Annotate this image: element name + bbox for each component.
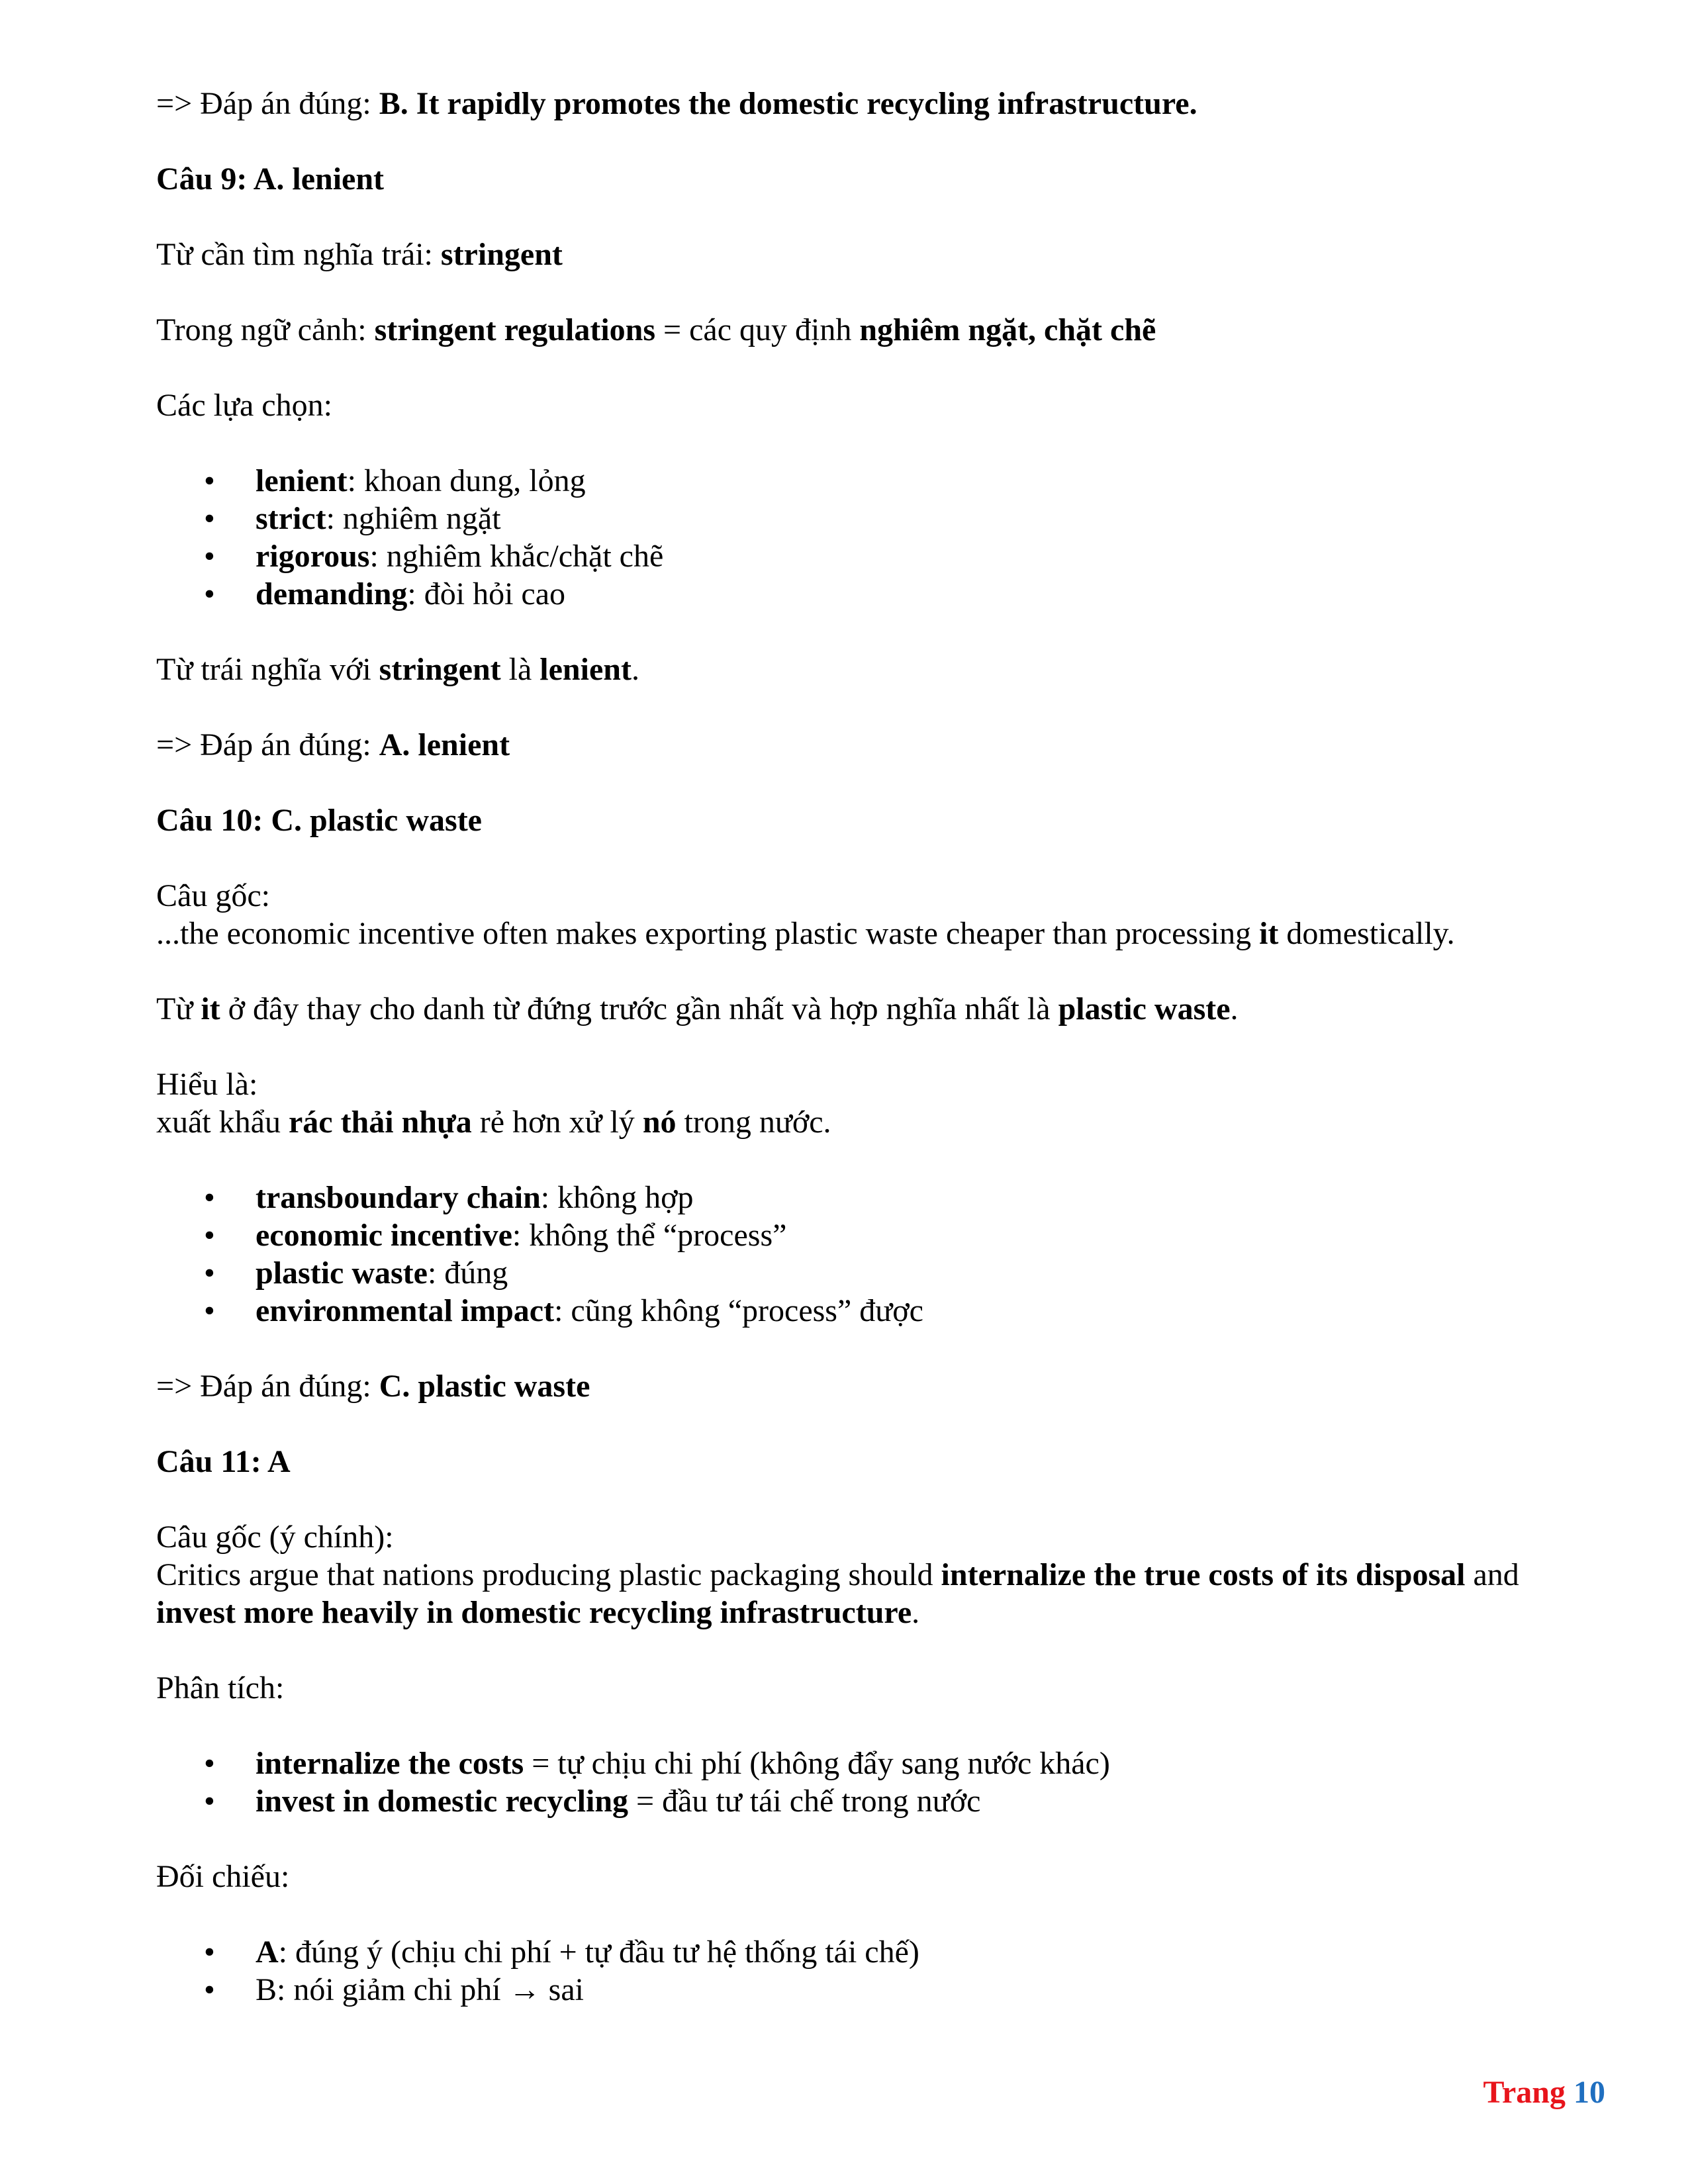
paragraph xyxy=(156,1518,1599,1556)
bold-text: it xyxy=(201,991,220,1026)
text-run: Đối chiếu: xyxy=(156,1859,290,1894)
text-run: Hiểu là: xyxy=(156,1067,258,1102)
paragraph xyxy=(156,311,1599,349)
paragraph xyxy=(156,387,1599,424)
bold-text: nó xyxy=(642,1105,677,1140)
paragraph xyxy=(156,85,1599,122)
text-run: : đúng xyxy=(427,1255,508,1291)
text-run: rẻ hơn xử lý xyxy=(471,1105,643,1140)
paragraph xyxy=(156,236,1599,273)
bold-text: it xyxy=(1259,916,1279,951)
bold-text: Câu 9: A. lenient xyxy=(156,161,385,197)
paragraph xyxy=(156,1858,1599,1895)
text-run: domestically. xyxy=(1278,916,1455,951)
paragraph xyxy=(156,1556,1599,1631)
text-run: = đầu tư tái chế trong nước xyxy=(628,1784,981,1819)
text-run: : nghiêm ngặt xyxy=(326,501,501,536)
bold-text: plastic waste xyxy=(256,1255,428,1291)
text-run: Từ xyxy=(156,991,201,1026)
text-run: ...the economic incentive often makes exporting plastic waste cheaper than processing xyxy=(156,916,1260,951)
bold-text: rác thải nhựa xyxy=(288,1105,472,1140)
list-item xyxy=(156,575,1599,613)
paragraph xyxy=(156,1066,1599,1103)
list-item xyxy=(156,537,1599,575)
text-run: => Đáp án đúng: xyxy=(156,727,379,762)
text-run: : cũng không “process” được xyxy=(554,1293,923,1328)
text-run: Trong ngữ cảnh: xyxy=(156,312,375,347)
text-run: : đúng ý (chịu chi phí + tự đầu tư hệ thống tái chế) xyxy=(278,1934,919,1970)
paragraph xyxy=(156,801,1599,839)
list-item xyxy=(156,1745,1599,1782)
text-run: : nghiêm khắc/chặt chẽ xyxy=(369,539,664,574)
paragraph xyxy=(156,1103,1599,1141)
list-item xyxy=(156,1216,1599,1254)
bold-text: B. It rapidly promotes the domestic recycling infrastructure. xyxy=(379,86,1197,121)
bold-text: lenient xyxy=(539,652,632,687)
bold-text: plastic waste xyxy=(1058,991,1231,1026)
list-item xyxy=(156,1292,1599,1330)
bold-text: invest more heavily in domestic recycling infrastructure xyxy=(156,1595,912,1630)
list-item xyxy=(156,500,1599,537)
bold-text: Câu 10: C. plastic waste xyxy=(156,803,482,838)
paragraph xyxy=(156,915,1599,952)
text-run: = các quy định xyxy=(655,312,860,347)
page-number: 10 xyxy=(1573,2075,1605,2110)
bold-text: strict xyxy=(256,501,326,536)
bullet-list xyxy=(156,462,1599,613)
document-body xyxy=(156,85,1599,2046)
bold-text: internalize the true costs of its disposal xyxy=(941,1557,1466,1592)
list-item xyxy=(156,1971,1599,2009)
text-run: . xyxy=(631,652,639,687)
text-run: Từ trái nghĩa với xyxy=(156,652,379,687)
bold-text: invest in domestic recycling xyxy=(256,1784,629,1819)
bold-text: Câu 11: A xyxy=(156,1444,291,1479)
bullet-list xyxy=(156,1745,1599,1820)
text-run: trong nước. xyxy=(676,1105,831,1140)
page-label: Trang xyxy=(1483,2075,1566,2110)
text-run: = tự chịu chi phí (không đẩy sang nước khác) xyxy=(524,1746,1110,1781)
list-item xyxy=(156,1254,1599,1292)
text-run: => Đáp án đúng: xyxy=(156,86,379,121)
list-item xyxy=(156,1179,1599,1216)
bold-text: C. plastic waste xyxy=(379,1369,590,1404)
bold-text: nghiêm ngặt, chặt chẽ xyxy=(859,312,1156,347)
text-run: B: nói giảm chi phí → sai xyxy=(256,1972,584,2007)
bold-text: stringent xyxy=(379,652,501,687)
bold-text: environmental impact xyxy=(256,1293,555,1328)
text-run: : không thể “process” xyxy=(512,1218,787,1253)
text-run: : không hợp xyxy=(540,1180,694,1215)
bold-text: A xyxy=(256,1934,279,1970)
bold-text: rigorous xyxy=(256,539,370,574)
bold-text: stringent regulations xyxy=(374,312,656,347)
bold-text: economic incentive xyxy=(256,1218,512,1253)
paragraph xyxy=(156,651,1599,688)
paragraph xyxy=(156,877,1599,915)
bold-text: stringent xyxy=(440,237,563,272)
bold-text: demanding xyxy=(256,576,408,612)
bullet-list xyxy=(156,1933,1599,2009)
paragraph xyxy=(156,1443,1599,1480)
list-item xyxy=(156,1933,1599,1971)
text-run: and xyxy=(1465,1557,1519,1592)
text-run: Câu gốc (ý chính): xyxy=(156,1520,394,1555)
text-run: . xyxy=(1230,991,1239,1026)
paragraph xyxy=(156,990,1599,1028)
paragraph xyxy=(156,1367,1599,1405)
text-run: : khoan dung, lỏng xyxy=(347,463,586,498)
text-run: => Đáp án đúng: xyxy=(156,1369,379,1404)
paragraph xyxy=(156,726,1599,764)
text-run: xuất khẩu xyxy=(156,1105,289,1140)
paragraph xyxy=(156,160,1599,198)
text-run: Từ cần tìm nghĩa trái: xyxy=(156,237,441,272)
bold-text: internalize the costs xyxy=(256,1746,524,1781)
text-run: là xyxy=(500,652,540,687)
text-run: ở đây thay cho danh từ đứng trước gần nhất và hợp nghĩa nhất là xyxy=(220,991,1058,1026)
page-footer xyxy=(1483,2074,1605,2111)
bold-text: lenient xyxy=(256,463,348,498)
bold-text: A. lenient xyxy=(379,727,510,762)
text-run: Các lựa chọn: xyxy=(156,388,332,423)
paragraph xyxy=(156,1669,1599,1707)
text-run: : đòi hỏi cao xyxy=(407,576,566,612)
list-item xyxy=(156,1782,1599,1820)
text-run: Phân tích: xyxy=(156,1670,285,1706)
list-item xyxy=(156,462,1599,500)
bold-text: transboundary chain xyxy=(256,1180,541,1215)
text-run: . xyxy=(912,1595,920,1630)
bullet-list xyxy=(156,1179,1599,1330)
text-run: Critics argue that nations producing plastic packaging should xyxy=(156,1557,941,1592)
text-run: Câu gốc: xyxy=(156,878,270,913)
